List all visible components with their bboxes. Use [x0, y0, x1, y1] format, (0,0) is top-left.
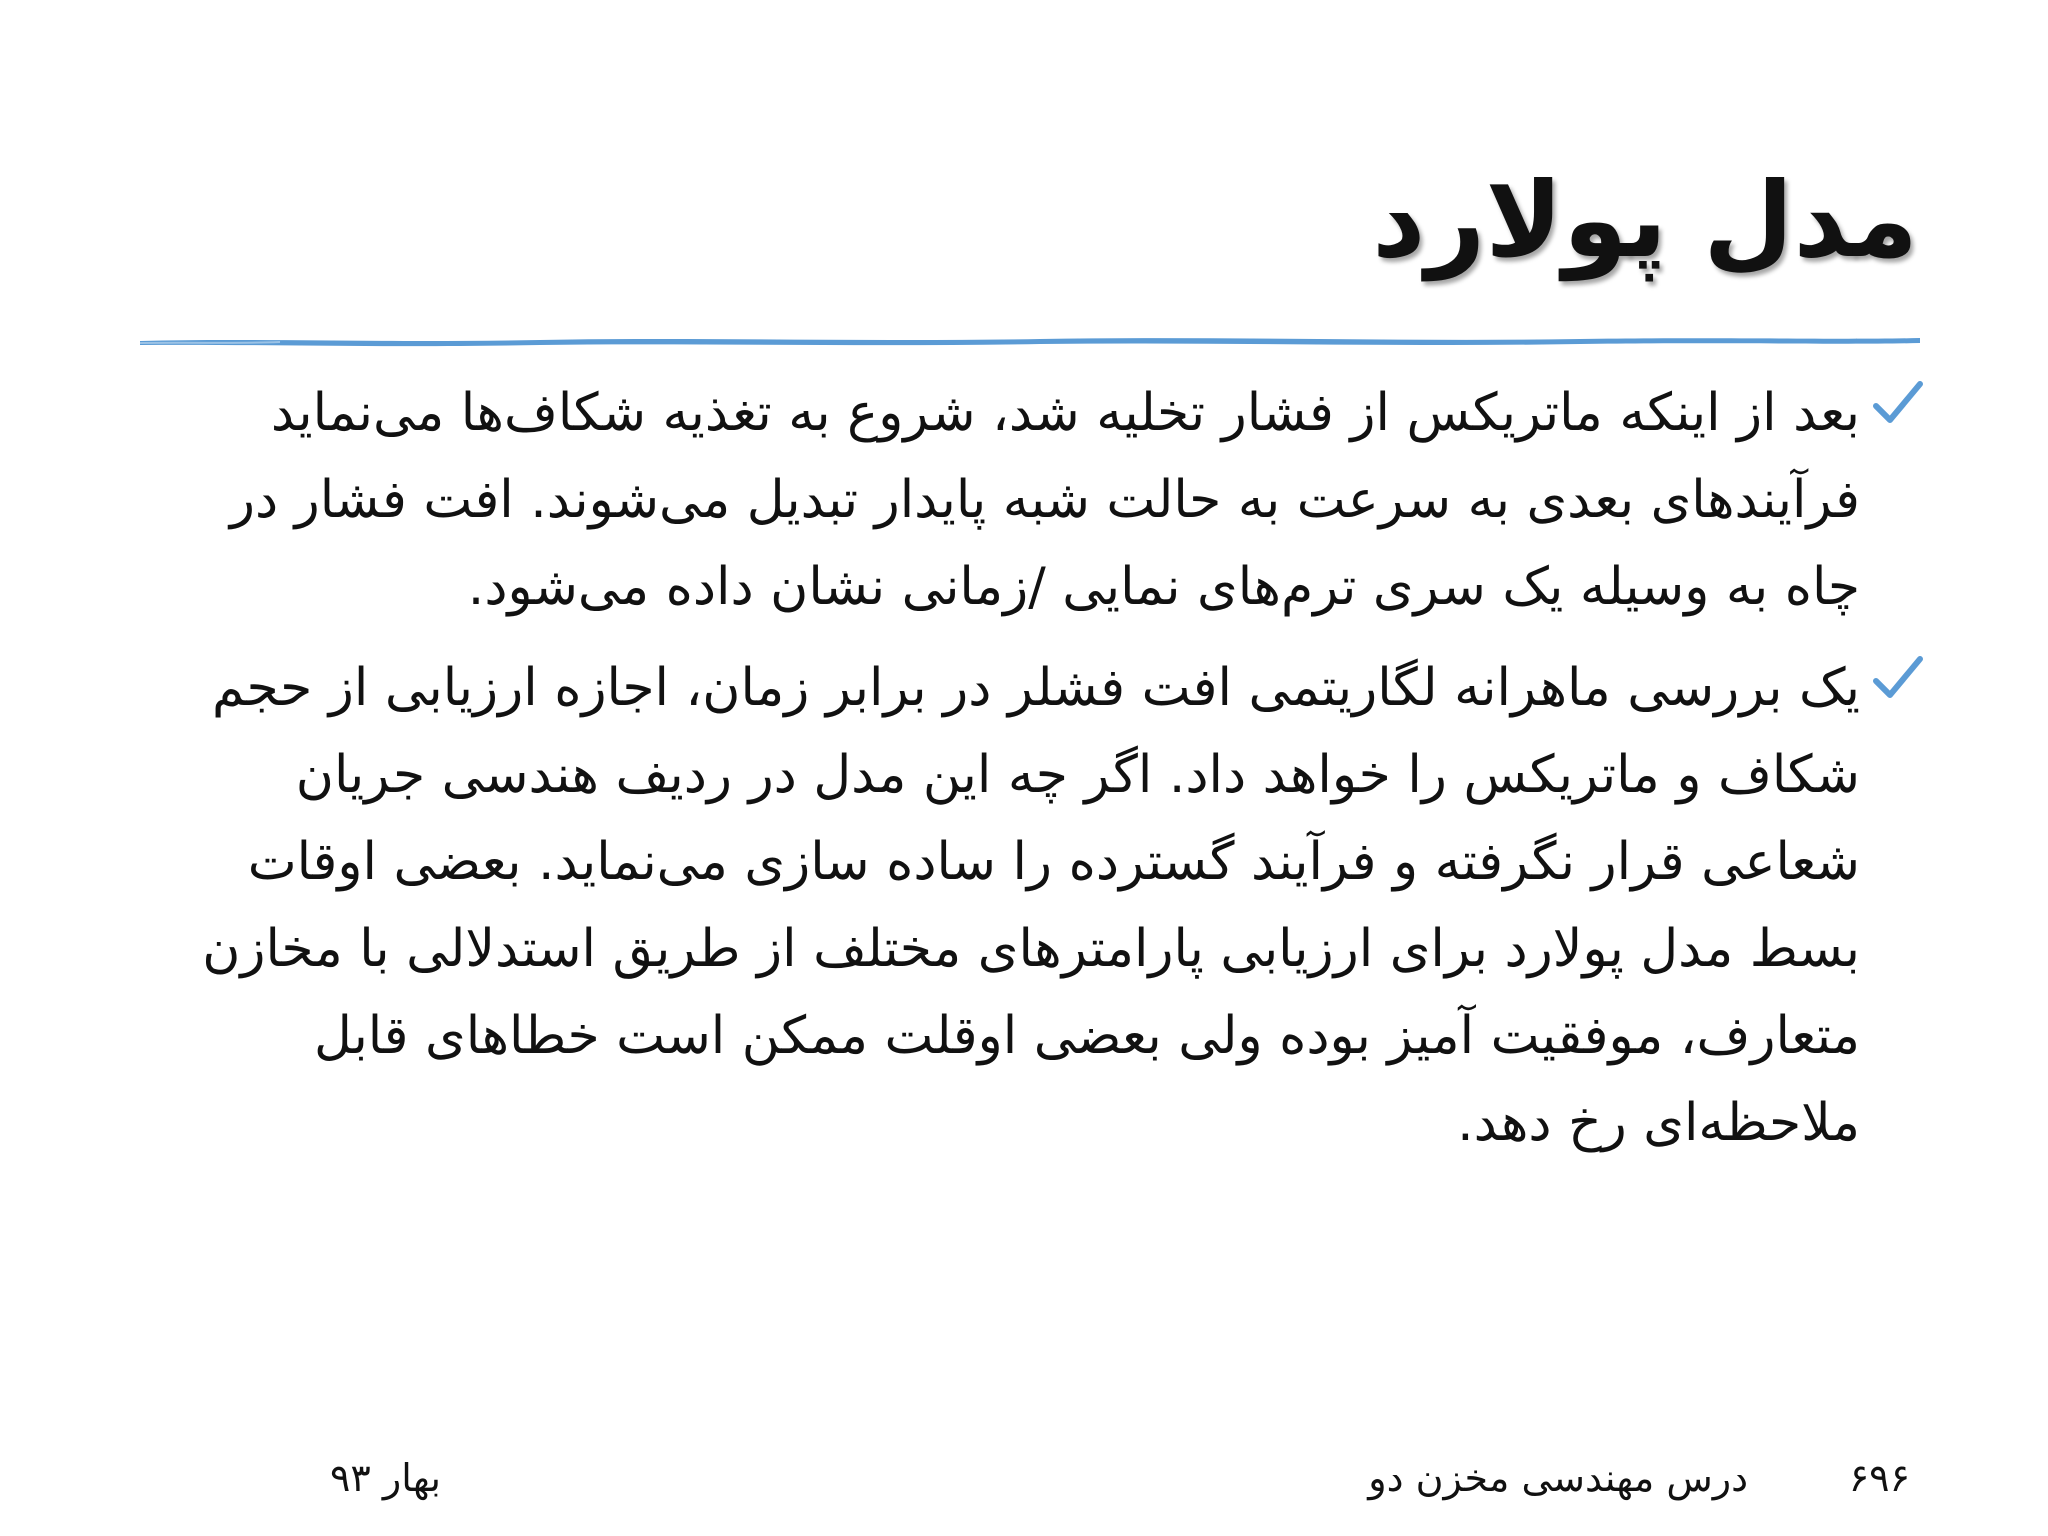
checkmark-icon	[1870, 651, 1926, 707]
page-number: ۶۹۶	[1848, 1456, 1910, 1500]
bullet-list	[160, 370, 1860, 1181]
bullet-text: یک بررسی ماهرانه لگاریتمی افت فشلر در برابر زمان، اجازه ارزیابی از حجم شکاف و ماتریکس را خواهد داد. اگر چه این مدل در ردیف هندسی جریان شعاعی قرار نگرفته و فرآیند گسترده را ساده سازی می‌نماید. بعضی اوقات بسط مدل پولارد برای ارزیابی پارامترهای مختلف از طریق استدلالی با مخازن متعارف، موفقیت آمیز بوده ولی بعضی اوقلت ممکن است خطاهای قابل ملاحظه‌ای رخ دهد.	[202, 658, 1860, 1153]
bullet-text: بعد از اینکه ماتریکس از فشار تخلیه شد، شروع به تغذیه شکاف‌ها می‌نماید فرآیندهای بعدی به سرعت به حالت شبه پایدار تبدیل می‌شوند. افت فشار در چاه به وسیله یک سری ترم‌های نمایی /زمانی نشان داده می‌شود.	[229, 383, 1860, 617]
title-divider	[140, 330, 1920, 350]
slide-title: مدل پولارد	[1372, 159, 1918, 281]
course-name: درس مهندسی مخزن دو	[1368, 1456, 1748, 1500]
bullet-item	[160, 645, 1860, 1167]
bullet-item	[160, 370, 1860, 631]
checkmark-icon	[1870, 376, 1926, 432]
term-label: بهار ۹۳	[330, 1456, 441, 1500]
